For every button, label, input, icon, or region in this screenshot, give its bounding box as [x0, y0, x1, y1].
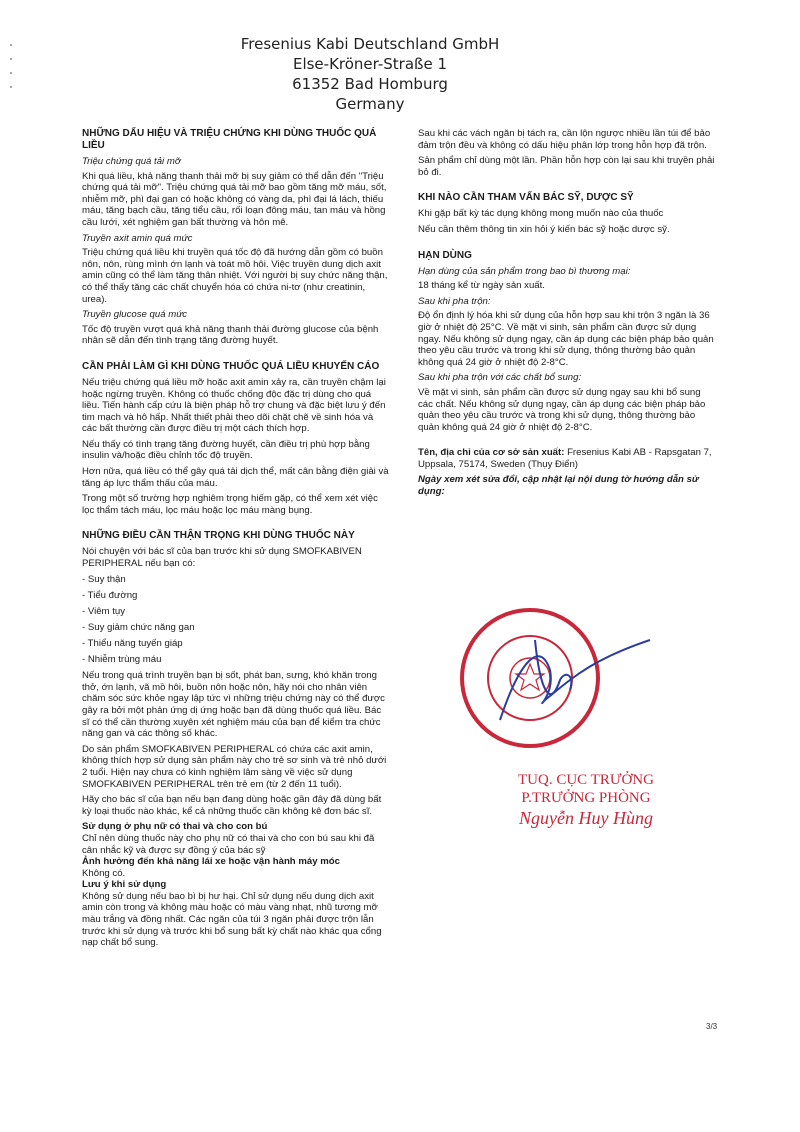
- manufacturer: [418, 447, 718, 470]
- paragraph: Hơn nữa, quá liều có thể gây quá tải dịch thể, mất cân bằng điện giải và tăng áp lực thẩm thấu của máu.: [82, 466, 389, 489]
- subheading: Truyền glucose quá mức: [82, 309, 188, 321]
- stamp-outer-ring: [462, 610, 598, 746]
- section-manufacturer: [418, 447, 718, 497]
- page-number: 3/3: [706, 1022, 718, 1031]
- paragraph: Nếu cần thêm thông tin xin hỏi ý kiến bác sỹ hoặc dược sỹ.: [418, 223, 670, 235]
- subheading: Sau khi pha trộn:: [418, 295, 491, 307]
- list-item: - Thiểu năng tuyến giáp: [82, 638, 183, 649]
- list-item: - Nhiễm trùng máu: [82, 654, 162, 666]
- paragraph: Nếu trong quá trình truyền bạn bị sốt, phát ban, sưng, khó khăn trong thở, ớn lạnh, vã mồ hôi, buồn nôn hoặc nôn, hãy nói cho nhân viên chăm sóc sức khỏe ngay lập tức vì những triệu chứng này có thể được gây ra bởi một phản ứng dị ứng hoặc bạn đã dùng thuốc quá liều. Bác sĩ có thể cần thường xuyên xét nghiệm máu của bạn để kiểm tra chức năng gan và các thông số khác.: [82, 670, 385, 740]
- condition-list: [82, 574, 390, 666]
- right-column: [418, 128, 718, 502]
- stamp-title-line: TUQ. CỤC TRƯỞNG: [518, 772, 654, 788]
- paragraph: Hãy cho bác sĩ của bạn nếu bạn đang dùng hoặc gần đây đã dùng bất kỳ loại thuốc nào khác, kể cả những thuốc cần không kê đơn bác sĩ.: [82, 794, 382, 817]
- subheading-pregnancy: Sử dụng ở phụ nữ có thai và cho con bú: [82, 821, 268, 833]
- paragraph: Độ ổn định lý hóa khi sử dụng của hỗn hợp sau khi trộn 3 ngăn là 36 giờ ở nhiệt độ 25°C. Về mặt vi sinh, sản phẩm cần được sử dụng ngay. Nếu không sử dụng ngay, cần áp dụng các biện pháp bảo quản theo yêu cầu trước và trong khi sử dụng, thông thường bảo quản không quá 24 giờ ở nhiệt độ 2-8°C.: [418, 310, 714, 368]
- subheading: Hạn dùng của sản phẩm trong bao bì thương mại:: [418, 265, 631, 277]
- signatory-name: Nguyễn Huy Hùng: [519, 808, 653, 828]
- paragraph: Khi gặp bất kỳ tác dụng không mong muốn nào của thuốc: [418, 208, 664, 220]
- review-date-label: Ngày xem xét sửa đổi, cập nhật lại nội dung tờ hướng dẫn sử dụng:: [418, 474, 699, 498]
- list-item: - Tiểu đường: [82, 589, 138, 601]
- paragraph: Sau khi các vách ngăn bị tách ra, cần lộn ngược nhiều lần túi để bảo đảm trộn đều và không có dấu hiệu phân lớp trong hỗn hợp đã trộn.: [418, 128, 711, 151]
- section-consult: [418, 192, 718, 235]
- section-overdose-signs: [82, 128, 390, 347]
- paragraph: Do sản phẩm SMOFKABIVEN PERIPHERAL có chứa các axit amin, không thích hợp sử dụng sản phẩm này cho trẻ sơ sinh và trẻ nhỏ dưới 2 tuổi. Hiện nay chưa có kinh nghiệm lâm sàng về việc sử dụng SMOFKABIVEN PERIPHERAL trên trẻ em (từ 2 đến 11 tuổi).: [82, 743, 387, 790]
- paragraph: Chỉ nên dùng thuốc này cho phụ nữ có thai và cho con bú sau khi đã cân nhắc kỹ và được sự đồng ý của bác sỹ: [82, 832, 375, 856]
- signature-stroke: [500, 640, 650, 720]
- paragraph: Triệu chứng quá liều khi truyền quá tốc độ đã hướng dẫn gồm có buồn nôn, nôn, rùng mình ớn lạnh và toát mồ hôi. Việc truyền dung dịch axit amin cũng có thể làm tăng thân nhiệt. Với người bị suy chức năng thận, có thể thấy tăng các chất chuyển hóa có chứa ni-tơ (như creatinin, urea).: [82, 247, 388, 305]
- manufacturer-label: Tên, địa chỉ của cơ sở sản xuất:: [418, 447, 565, 459]
- section-cautions: [82, 530, 390, 948]
- paragraph: Tốc độ truyền vượt quá khả năng thanh thải đường glucose của bệnh nhân sẽ dẫn đến tình trạng tăng đường huyết.: [82, 323, 379, 347]
- section-title: HẠN DÙNG: [418, 249, 472, 261]
- section-expiry: [418, 250, 718, 434]
- company-country: Germany: [335, 95, 405, 113]
- paragraph: Khi quá liều, khả năng thanh thải mỡ bị suy giảm có thể dẫn đến "Triệu chứng quá tải mỡ". Triệu chứng quá tải mỡ bao gồm tăng mỡ máu, sốt, nhiễm mỡ, phì đại gan có hoặc không có vàng da, phì đại lá lách, thiếu máu, tăng bạch cầu, tăng tiểu cầu, rối loạn đông máu, tan máu và hồng cầu lưới, xét nghiệm gan bất thường và hôn mê.: [82, 170, 387, 228]
- subheading-usage-note: Lưu ý khi sử dụng: [82, 879, 167, 891]
- paragraph: Không sử dụng nếu bao bì bị hư hại. Chỉ sử dụng nếu dung dịch axit amin còn trong và không màu hoặc có màu vàng nhạt, nhũ tương mỡ màu trắng và đồng nhất. Các ngăn của túi 3 ngăn phải được trộn lẫn trước khi sử dụng và trước khi bổ sung bất kỳ chất nào khác qua cổng nạp chất bổ sung.: [82, 890, 382, 949]
- manufacturer-value: Fresenius Kabi AB - Rapsgatan 7, Uppsala, 75174, Sweden (Thụy Điển): [418, 447, 712, 470]
- section-title: NHỮNG DẤU HIỆU VÀ TRIỆU CHỨNG KHI DÙNG THUỐC QUÁ LIỀU: [82, 128, 377, 151]
- paragraph: Nếu thấy có tình trạng tăng đường huyết, cần điều trị phù hợp bằng insulin và/hoặc điều chỉnh tốc độ truyền.: [82, 438, 370, 462]
- subheading: Sau khi pha trộn với các chất bổ sung:: [418, 372, 582, 384]
- paragraph: Không có.: [82, 867, 126, 879]
- subheading: Truyền axit amin quá mức: [82, 232, 193, 244]
- paragraph: 18 tháng kể từ ngày sản xuất.: [418, 280, 545, 292]
- paragraph: Nếu triệu chứng quá liều mỡ hoặc axit amin xảy ra, cần truyền chậm lại hoặc ngừng truyền. Không có thuốc chống độc đặc trị dùng cho quá liều. Tiến hành cấp cứu là biện pháp hỗ trợ chung và đặc biệt lưu ý đến tim mạch và hô hấp. Nhất thiết phải theo dõi chặt chẽ về sinh hóa và các bất thường cần được điều trị một cách thích hợp.: [82, 376, 386, 435]
- stamp-inner-ring: [488, 636, 572, 720]
- section-title: NHỮNG ĐIỀU CẦN THẬN TRỌNG KHI DÙNG THUỐC NÀY: [82, 530, 355, 542]
- list-item: - Suy giảm chức năng gan: [82, 621, 195, 633]
- subheading: Triệu chứng quá tải mỡ: [82, 156, 181, 167]
- section-title: KHI NÀO CẦN THAM VẤN BÁC SỸ, DƯỢC SỸ: [418, 192, 634, 204]
- subheading-driving: Ảnh hưởng đến khả năng lái xe hoặc vận hành máy móc: [82, 856, 340, 868]
- scan-marks: [10, 44, 12, 100]
- paragraph: Nói chuyện với bác sĩ của bạn trước khi sử dụng SMOFKABIVEN PERIPHERAL nếu bạn có:: [82, 546, 362, 570]
- paragraph: Về mặt vi sinh, sản phẩm cần được sử dụng ngay sau khi bổ sung các chất. Nếu không sử dụng ngay, cần áp dụng các biện pháp bảo quản theo yêu cầu trước và trong khi sử dụng, thông thường bảo quản không quá 24 giờ ở nhiệt độ 2-8°C.: [418, 386, 706, 433]
- company-street: Else-Kröner-Straße 1: [292, 55, 448, 73]
- company-header: [180, 34, 560, 114]
- section-overdose-treatment: [82, 361, 390, 517]
- list-item: - Viêm tụy: [82, 605, 126, 617]
- section-title: CẦN PHẢI LÀM GÌ KHI DÙNG THUỐC QUÁ LIỀU KHUYẾN CÁO: [82, 360, 380, 372]
- paragraph: Trong một số trường hợp nghiêm trọng hiếm gặp, có thể xem xét việc lọc thẩm tách máu, lọc máu hoặc lọc máu màng bụng.: [82, 493, 378, 516]
- list-item: - Suy thận: [82, 573, 126, 585]
- company-name: Fresenius Kabi Deutschland GmbH: [240, 35, 500, 53]
- company-city: 61352 Bad Homburg: [292, 75, 448, 93]
- paragraph: Sản phẩm chỉ dùng một lần. Phần hỗn hợp còn lại sau khi truyền phải bỏ đi.: [418, 155, 715, 178]
- left-column: [82, 128, 390, 953]
- stamp-subtitle-line: P.TRƯỞNG PHÒNG: [521, 790, 651, 806]
